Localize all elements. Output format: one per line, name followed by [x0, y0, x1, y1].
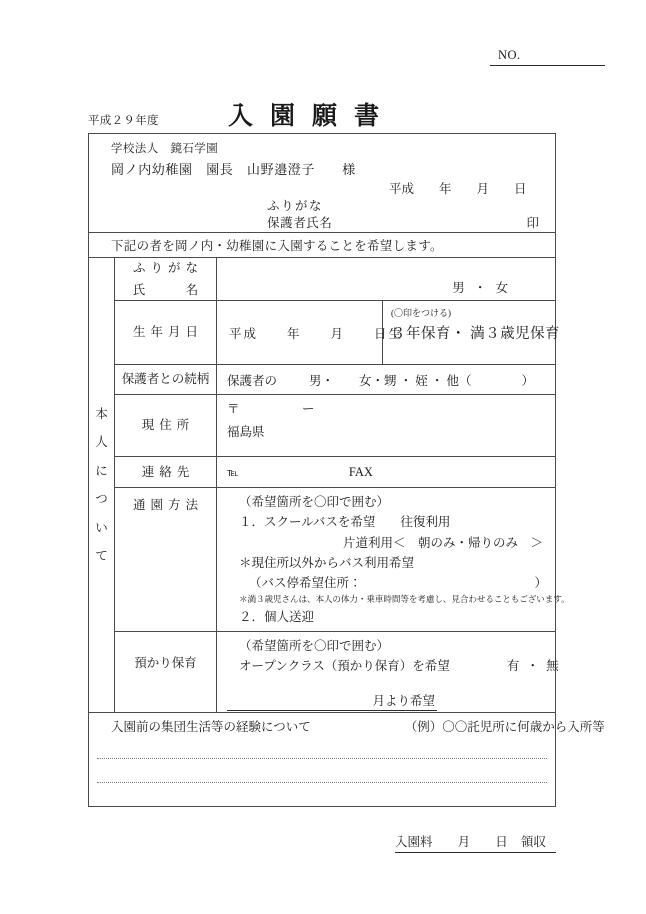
guardian-name-field[interactable]: 保護者氏名 [267, 216, 333, 230]
row-contact [115, 457, 555, 488]
row-name [115, 258, 555, 301]
vertical-section-label [89, 258, 115, 712]
row-address [115, 395, 555, 457]
receipt-month-label: 月 [457, 835, 471, 849]
row-birthdate [115, 301, 561, 365]
after-care-label: 預かり保育 [115, 632, 217, 712]
after-care-hint: （希望箇所を〇印で囲む） [239, 639, 390, 653]
contact-label: 連絡先 [115, 457, 217, 487]
receipt-day-label: 日 [495, 835, 508, 849]
seal-label: 印 [526, 216, 539, 230]
vlabel-char-2: に [95, 463, 108, 478]
submission-date-field[interactable]: 平成 年 月 日 [389, 182, 527, 196]
birthdate-value-line: 平成 年 月 日生 [229, 326, 404, 341]
commute-hint: （希望箇所を〇印で囲む） [239, 495, 390, 509]
form-outer-box [88, 133, 605, 807]
row-name-label [115, 258, 217, 300]
birthdate-input-area[interactable] [217, 301, 404, 364]
relation-body[interactable] [217, 365, 555, 394]
commute-option-1[interactable]: １．スクールバスを希望 往復利用 [239, 515, 451, 530]
experience-dotted-line-2 [97, 782, 547, 783]
guardian-furigana-label: ふりがな [267, 199, 324, 213]
admission-fee-receipt-line[interactable] [395, 832, 556, 853]
postal-code-field[interactable]: 〒 ー [227, 402, 315, 416]
experience-heading-row [89, 713, 605, 738]
commute-method-body [217, 488, 570, 631]
care-type-area[interactable] [383, 301, 561, 364]
commute-small-note: ＊満３歳児さんは、本人の体力・乗車時間等を考慮し、見合わせることもございます。 [239, 594, 570, 605]
document-number-field[interactable] [490, 48, 605, 66]
document-number-label: NO. [498, 48, 521, 62]
care-type-hint: (〇印をつける) [391, 308, 451, 318]
experience-write-area[interactable] [89, 738, 555, 806]
after-care-choice-line[interactable] [227, 656, 561, 676]
commute-option-1b[interactable]: 片道利用＜ 朝のみ・帰りのみ ＞ [343, 535, 544, 550]
after-care-yes-no[interactable]: 有 ・ 無 [506, 659, 561, 674]
after-care-start-month-field[interactable]: 月より希望 [227, 691, 437, 711]
bus-stop-close-paren: ） [534, 576, 547, 590]
admission-fee-label: 入園料 [395, 835, 433, 849]
prior-group-experience-section [89, 712, 605, 806]
experience-example: （例）〇〇託児所に何歳から入所等 [404, 719, 605, 734]
bus-stop-label: （バス停希望住所： [249, 576, 362, 590]
prefecture-value: 福島県 [227, 425, 265, 439]
after-care-text: オープンクラス（預かり保育）を希望 [239, 659, 450, 674]
commute-method-label: 通園方法 [115, 488, 217, 631]
birthdate-label: 生年月日 [115, 301, 217, 364]
contact-input-area[interactable] [217, 457, 555, 487]
fax-label: FAX [348, 464, 373, 479]
title-row [88, 98, 556, 130]
row-after-care [115, 632, 561, 712]
commute-option-2[interactable]: ２．個人送迎 [239, 609, 315, 624]
applicant-info-grid [89, 258, 570, 712]
experience-heading: 入園前の集団生活等の経験について [111, 719, 311, 734]
experience-dotted-line-1 [97, 758, 547, 759]
vlabel-char-1: 人 [95, 435, 108, 449]
page-title: 入園願書 [228, 103, 397, 130]
vlabel-char-0: 本 [95, 406, 108, 421]
row-commute-method [115, 488, 570, 632]
academic-year-label: 平成２９年度 [88, 115, 159, 127]
vlabel-char-5: て [95, 549, 108, 563]
receipt-received-label: 領収 [520, 835, 546, 849]
address-input-area[interactable] [217, 395, 555, 456]
school-corporation-name: 学校法人 鏡石学園 [111, 143, 219, 155]
address-label: 現住所 [115, 395, 217, 456]
row-relation [115, 365, 555, 395]
furigana-label: ふりがな [132, 260, 203, 275]
care-type-choice[interactable]: ３年保育・ 満３歳児保育 [391, 326, 561, 342]
relation-label: 保護者との続柄 [115, 365, 217, 394]
relation-options[interactable]: 男・ 女・甥 ・ 姪 ・ 他（ ） [309, 373, 535, 388]
application-statement: 下記の者を岡ノ内・幼稚園に入園することを希望します。 [89, 233, 555, 258]
addressee-block [89, 134, 555, 233]
name-input-area[interactable] [217, 258, 555, 300]
vlabel-char-4: い [95, 520, 108, 535]
commute-other-address-note: ＊現住所以外からバス利用希望 [239, 555, 415, 570]
birthdate-body [217, 301, 561, 364]
bus-stop-field[interactable] [227, 573, 555, 593]
name-label: 氏 名 [132, 282, 213, 297]
after-care-body [217, 632, 561, 712]
vlabel-char-3: つ [95, 492, 108, 506]
grid-rows [115, 258, 570, 712]
relation-prefix: 保護者の [227, 373, 278, 388]
principal-line: 岡ノ内幼稚園 園長 山野邉澄子 様 [111, 162, 356, 177]
sex-choice[interactable]: 男 ・ 女 [452, 281, 511, 295]
telephone-label: ℡ [227, 466, 239, 479]
